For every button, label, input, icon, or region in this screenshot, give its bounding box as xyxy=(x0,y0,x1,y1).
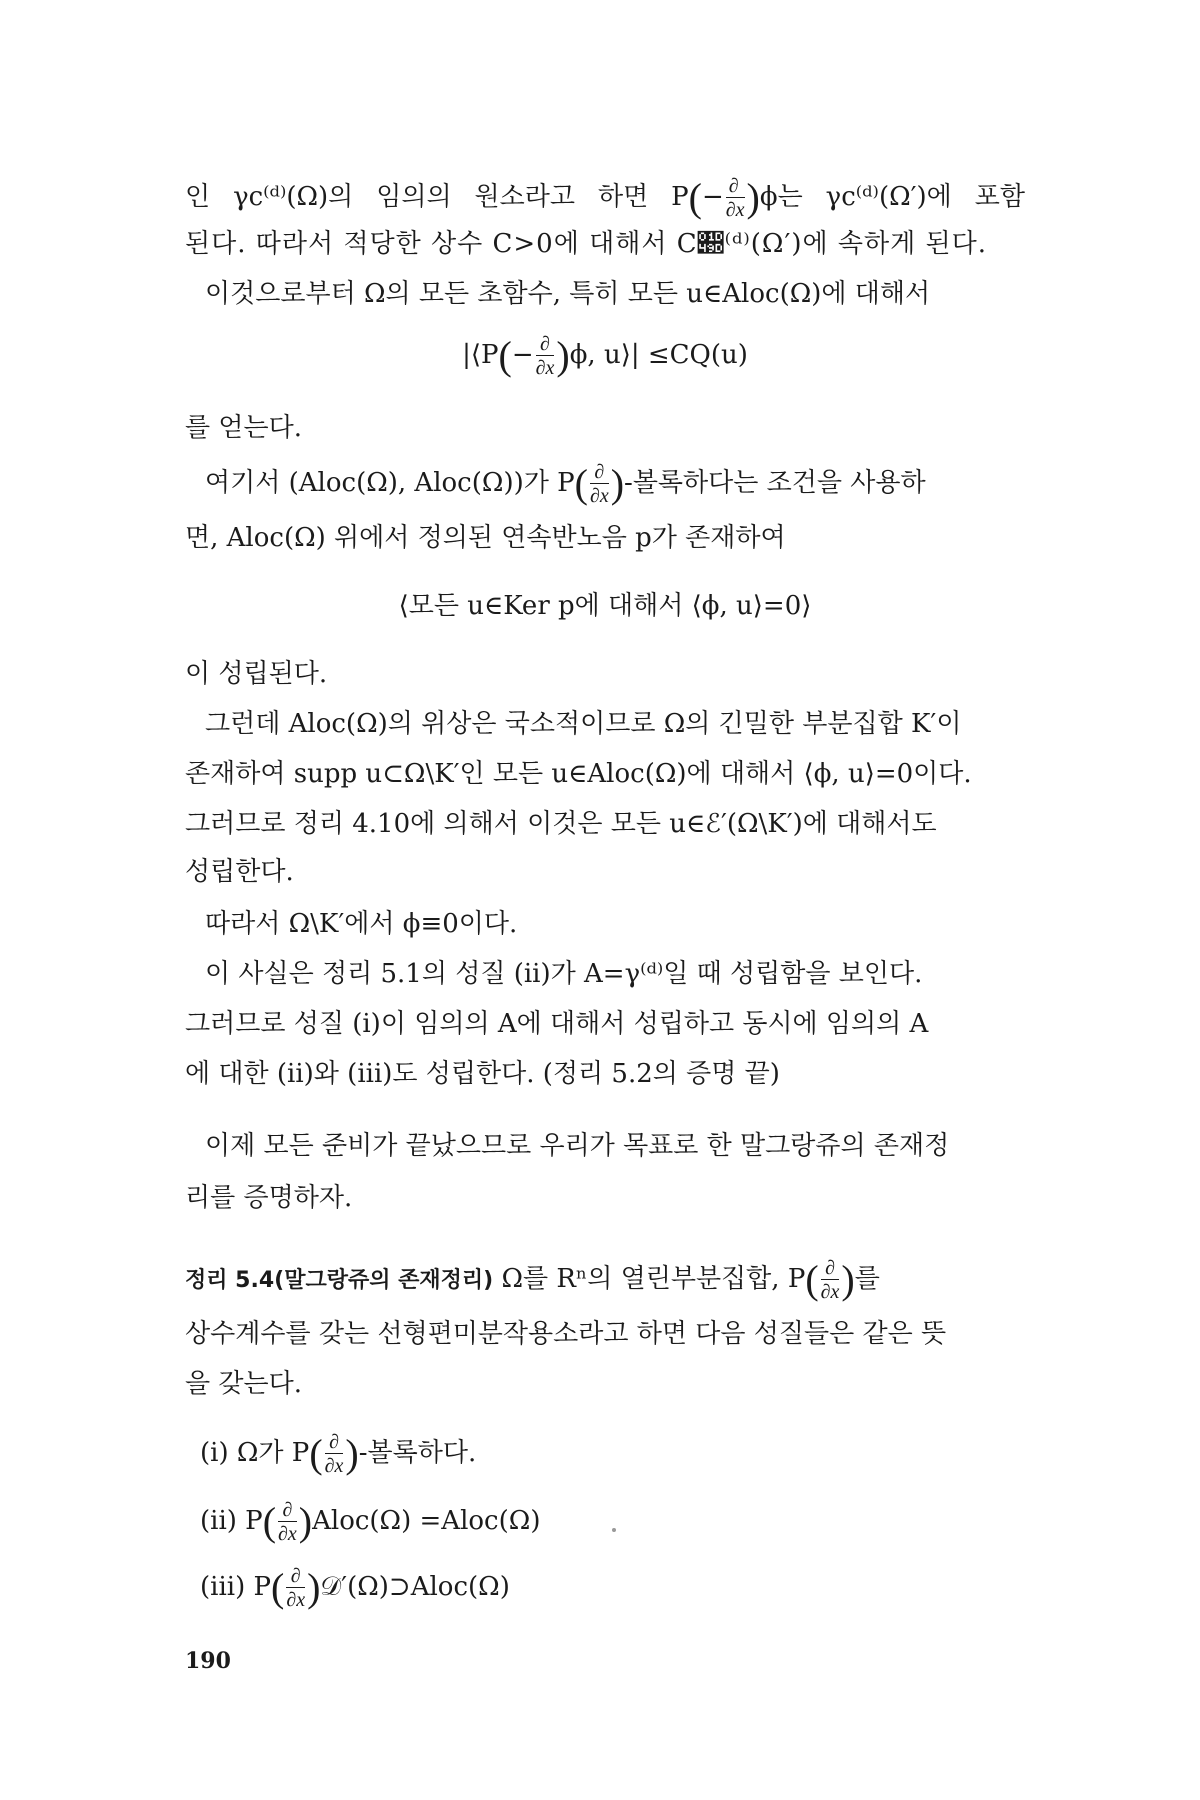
text-line-13: 이 사실은 정리 5.1의 성질 (ii)가 A=γ⁽ᵈ⁾일 때 성립함을 보인다. xyxy=(205,959,923,989)
equation-1: |⟨P(− $\frac{\partial}{\partial x}$ )ϕ, u⟩| ≤CQ(u) xyxy=(462,333,748,379)
fraction-numerator: ∂ xyxy=(726,176,745,198)
fraction-numerator: ∂ xyxy=(536,334,555,356)
text-segment: (ii) P xyxy=(200,1506,263,1536)
text-segment: (i) Ω가 P xyxy=(200,1438,310,1468)
text-segment: ϕ는 γc⁽ᵈ⁾(Ω′)에 포함 xyxy=(759,182,1025,212)
text-segment: ϕ, u⟩| ≤CQ(u) xyxy=(569,340,748,370)
fraction xyxy=(536,334,555,378)
text-line-17: 리를 증명하자. xyxy=(185,1183,353,1213)
fraction-numerator: ∂ xyxy=(325,1432,344,1454)
fraction xyxy=(286,1566,305,1610)
text-segment: (iii) P xyxy=(200,1572,271,1602)
text-line-1: 인 γc⁽ᵈ⁾(Ω)의 임의의 원소라고 하면 P(− $\frac{\partial}{\partial x}$ )ϕ는 γc⁽ᵈ⁾(Ω′)에 포함 xyxy=(185,175,1025,221)
fraction-numerator: ∂ xyxy=(278,1500,297,1522)
fraction xyxy=(278,1500,297,1544)
theorem-heading: 정리 5.4(말그랑쥬의 존재정리) Ω를 Rⁿ의 열린부분집합, P( $\frac{\partial}{\partial x}$ )를 xyxy=(185,1257,880,1303)
fraction-denominator: ∂x xyxy=(286,1589,306,1611)
text-line-8: 그런데 Aloc(Ω)의 위상은 국소적이므로 Ω의 긴밀한 부분집합 K′이 xyxy=(205,709,962,739)
fraction-denominator: ∂x xyxy=(278,1523,297,1545)
text-line-3: 이것으로부터 Ω의 모든 초함수, 특히 모든 u∈Aloc(Ω)에 대해서 xyxy=(205,279,931,309)
text-line-4: 를 얻는다. xyxy=(185,413,302,443)
text-line-20: 을 갖는다. xyxy=(185,1369,302,1399)
list-item-i: (i) Ω가 P( $\frac{\partial}{\partial x}$ )-볼록하다. xyxy=(200,1431,477,1477)
text-line-9: 존재하여 supp u⊂Ω\K′인 모든 u∈Aloc(Ω)에 대해서 ⟨ϕ, u⟩=0이다. xyxy=(185,759,972,789)
equation-2: ⟨모든 u∈Ker p에 대해서 ⟨ϕ, u⟩=0⟩ xyxy=(398,591,812,621)
theorem-label: 정리 5.4(말그랑쥬의 존재정리) xyxy=(185,1268,494,1293)
text-segment: Ω를 Rⁿ의 열린부분집합, P xyxy=(493,1264,806,1294)
fraction xyxy=(325,1432,344,1476)
text-segment: Aloc(Ω) =Aloc(Ω) xyxy=(312,1506,541,1536)
fraction-denominator: ∂x xyxy=(535,357,555,379)
fraction-numerator: ∂ xyxy=(286,1566,305,1588)
text-line-11: 성립한다. xyxy=(185,857,294,887)
fraction-denominator: ∂x xyxy=(589,485,609,507)
text-segment: |⟨P xyxy=(462,340,499,370)
text-line-14: 그러므로 성질 (i)이 임의의 A에 대해서 성립하고 동시에 임의의 A xyxy=(185,1009,929,1039)
text-segment: 인 γc⁽ᵈ⁾(Ω)의 임의의 원소라고 하면 P xyxy=(185,182,689,212)
stray-mark xyxy=(612,1528,616,1532)
fraction-denominator: ∂x xyxy=(820,1281,840,1303)
text-line-19: 상수계수를 갖는 선형편미분작용소라고 하면 다음 성질들은 같은 뜻 xyxy=(185,1319,947,1349)
fraction-denominator: ∂x xyxy=(324,1455,344,1477)
text-line-15: 에 대한 (ii)와 (iii)도 성립한다. (정리 5.2의 증명 끝) xyxy=(185,1059,780,1089)
text-segment: 여기서 (Aloc(Ω), Aloc(Ω))가 P xyxy=(205,468,575,498)
text-line-5: 여기서 (Aloc(Ω), Aloc(Ω))가 P( $\frac{\partial}{\partial x}$ )-볼록하다는 조건을 사용하 xyxy=(205,461,926,507)
text-segment: 를 xyxy=(854,1264,880,1294)
fraction xyxy=(726,176,745,220)
fraction-numerator: ∂ xyxy=(821,1258,840,1280)
text-segment: -볼록하다. xyxy=(358,1438,477,1468)
text-line-16: 이제 모든 준비가 끝났으므로 우리가 목표로 한 말그랑쥬의 존재정 xyxy=(205,1131,950,1161)
fraction-numerator: ∂ xyxy=(590,462,609,484)
text-line-6: 면, Aloc(Ω) 위에서 정의된 연속반노음 p가 존재하여 xyxy=(185,523,786,553)
text-segment: -볼록하다는 조건을 사용하 xyxy=(624,468,926,498)
fraction xyxy=(821,1258,840,1302)
text-line-12: 따라서 Ω\K′에서 ϕ≡0이다. xyxy=(205,909,518,939)
fraction xyxy=(590,462,609,506)
page-number: 190 xyxy=(185,1648,231,1674)
text-line-7: 이 성립된다. xyxy=(185,659,328,689)
text-segment: 𝒟′(Ω)⊃Aloc(Ω) xyxy=(320,1572,510,1602)
text-line-10: 그러므로 정리 4.10에 의해서 이것은 모든 u∈ℰ′(Ω\K′)에 대해서도 xyxy=(185,809,937,839)
text-line-2: 된다. 따라서 적당한 상수 C>0에 대해서 C𝒝⁽ᵈ⁾(Ω′)에 속하게 된다. xyxy=(185,229,987,259)
list-item-ii: (ii) P( $\frac{\partial}{\partial x}$ )Aloc(Ω) =Aloc(Ω) xyxy=(200,1499,541,1545)
list-item-iii: (iii) P( $\frac{\partial}{\partial x}$ )𝒟′(Ω)⊃Aloc(Ω) xyxy=(200,1565,510,1611)
fraction-denominator: ∂x xyxy=(725,199,745,221)
